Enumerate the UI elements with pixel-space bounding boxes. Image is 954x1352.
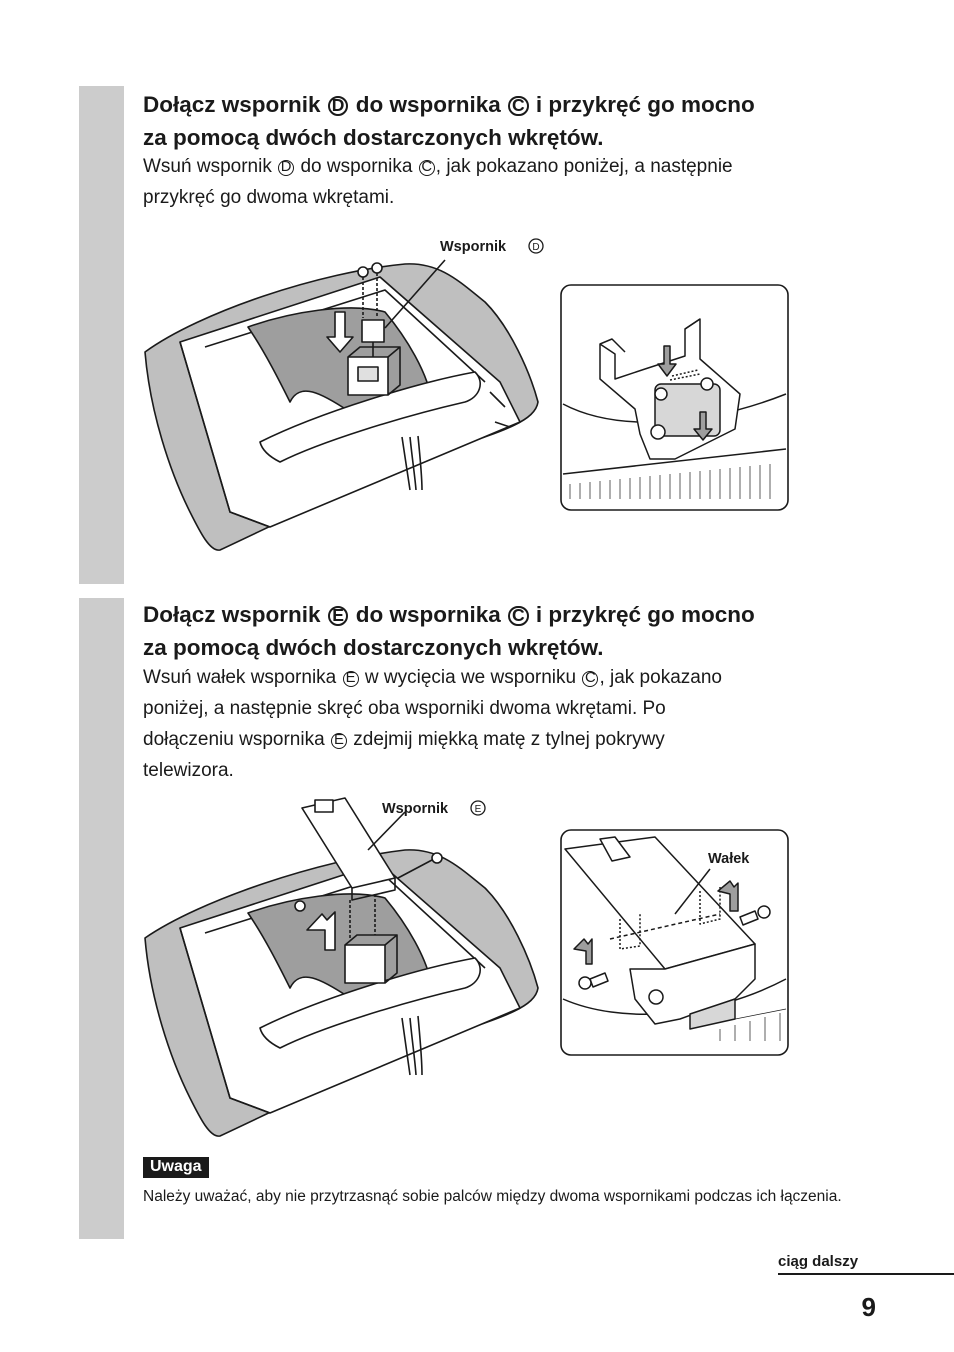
bracket-c-circle-icon: C bbox=[508, 606, 529, 627]
svg-text:E: E bbox=[474, 804, 482, 815]
bracket-e-circle-icon: E bbox=[328, 606, 349, 627]
step1-tv-illustration bbox=[140, 232, 550, 562]
bracket-d-callout-circle-icon bbox=[529, 239, 543, 253]
bracket-d-circle-icon: D bbox=[328, 96, 349, 117]
step2-detail-inset bbox=[560, 829, 789, 1056]
page-number: 9 bbox=[861, 1292, 876, 1322]
note-badge: Uwaga bbox=[143, 1157, 209, 1178]
step2-bracket-e-callout: Wspornik bbox=[382, 801, 449, 817]
step1-sidebar-bar bbox=[79, 86, 124, 584]
continued-rule bbox=[778, 1273, 954, 1275]
note-text: Należy uważać, aby nie przytrzasnąć sobie palców między dwoma wspornikami podczas ich łączenia. bbox=[143, 1188, 842, 1205]
step1-heading: Dołącz wspornik D do wspornika C i przykręć go mocno za pomocą dwóch dostarczonych wkrętów. bbox=[143, 92, 755, 150]
bracket-c-circle-icon: C bbox=[508, 96, 529, 117]
bracket-e-circle-icon: E bbox=[331, 733, 347, 749]
step2-shaft-callout: Wałek bbox=[708, 851, 750, 867]
step2-heading: Dołącz wspornik E do wspornika C i przykręć go mocno za pomocą dwóch dostarczonych wkrętów. bbox=[143, 602, 755, 660]
bracket-c-circle-icon: C bbox=[419, 160, 435, 176]
step2-sidebar-bar bbox=[79, 598, 124, 1239]
step1-bracket-d-callout: Wspornik bbox=[440, 239, 507, 255]
svg-text:D: D bbox=[532, 242, 540, 253]
bracket-d-circle-icon: D bbox=[278, 160, 294, 176]
bracket-c-circle-icon: C bbox=[582, 671, 598, 687]
bracket-e-circle-icon: E bbox=[343, 671, 359, 687]
step2-instructions: Wsuń wałek wspornika E w wycięcia we wsporniku C , jak pokazano poniżej, a następnie skręć oba wsporniki dwoma wkrętami. Po dołączeniu wspornika E zdejmij miękką matę z tylnej pokrywy telewizora. bbox=[143, 667, 722, 781]
step2-tv-illustration bbox=[140, 790, 550, 1140]
step1-detail-inset bbox=[560, 284, 789, 511]
continued-label: ciąg dalszy bbox=[778, 1253, 859, 1270]
step1-instructions: Wsuń wspornik D do wspornika C , jak pokazano poniżej, a następnie przykręć go dwoma wkrętami. bbox=[143, 156, 733, 208]
bracket-e-callout-circle-icon bbox=[471, 801, 485, 815]
